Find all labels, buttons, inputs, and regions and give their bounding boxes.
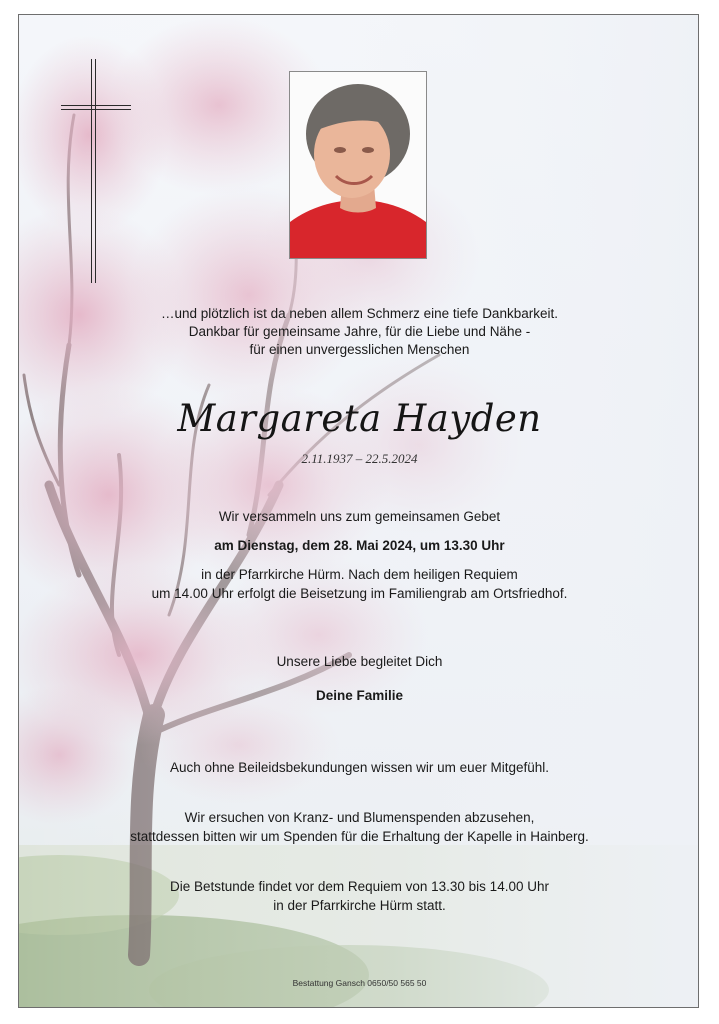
love-line: Unsere Liebe begleitet Dich [276, 654, 443, 669]
quote-line-2: Dankbar für gemeinsame Jahre, für die Liebe und Nähe - [188, 324, 531, 339]
quote-line-3: für einen unvergesslichen Menschen [249, 342, 470, 357]
gathering-intro: Wir versammeln uns zum gemeinsamen Gebet [218, 509, 501, 524]
life-dates: 2.11.1937 – 22.5.2024 [301, 451, 418, 466]
memorial-quote [19, 305, 699, 359]
obituary-card [18, 14, 699, 1008]
service-date-time: am Dienstag, dem 28. Mai 2024, um 13.30 Uhr [214, 538, 505, 553]
deceased-name: Margareta Hayden [177, 397, 542, 440]
donation-note [19, 808, 699, 846]
quote-line-1: …und plötzlich ist da neben allem Schmerz eine tiefe Dankbarkeit. [161, 306, 558, 321]
portrait-photo [289, 71, 427, 259]
location-line-1: in der Pfarrkirche Hürm. Nach dem heiligen Requiem [201, 567, 518, 582]
family-signature: Deine Familie [315, 688, 404, 703]
cross-icon [61, 59, 131, 283]
prayer-line-1: Die Betstunde findet vor dem Requiem von 13.30 bis 14.00 Uhr [170, 879, 549, 894]
location-line-2: um 14.00 Uhr erfolgt die Beisetzung im Familiengrab am Ortsfriedhof. [151, 586, 568, 601]
condolences-note: Auch ohne Beileidsbekundungen wissen wir um euer Mitgefühl. [170, 760, 549, 775]
prayer-line-2: in der Pfarrkirche Hürm statt. [273, 898, 446, 913]
prayer-hour-note [19, 877, 699, 915]
donation-line-2: stattdessen bitten wir um Spenden für die Erhaltung der Kapelle in Hainberg. [130, 829, 589, 844]
donation-line-1: Wir ersuchen von Kranz- und Blumenspenden abzusehen, [184, 810, 535, 825]
service-location [19, 565, 699, 603]
funeral-home-footer: Bestattung Gansch 0650/50 565 50 [292, 978, 427, 988]
